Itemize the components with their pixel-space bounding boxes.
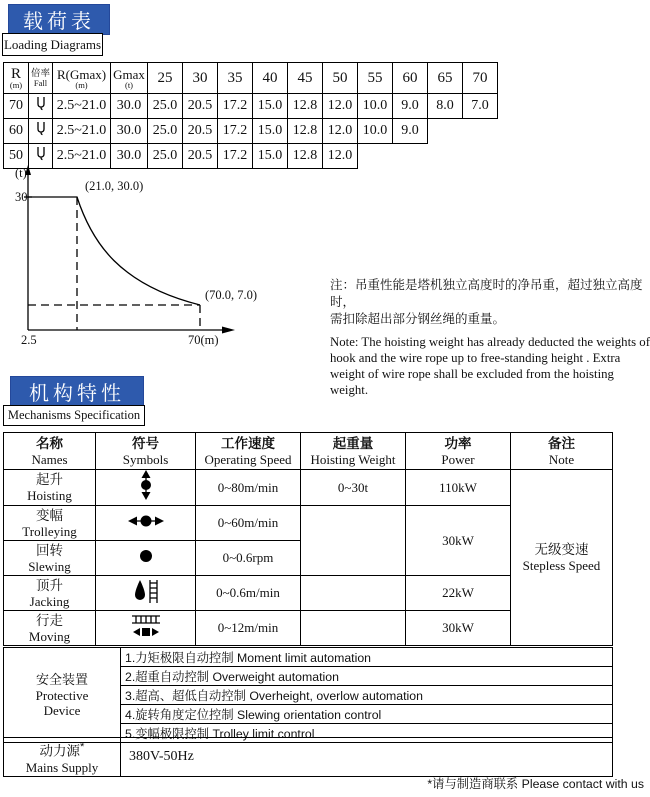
cell-gmax: 30.0 bbox=[111, 94, 148, 119]
x-start-label: 2.5 bbox=[21, 333, 37, 347]
y-axis-unit-label: (t) bbox=[15, 166, 27, 180]
power-moving: 30kW bbox=[406, 611, 511, 646]
slewing-symbol-icon bbox=[96, 541, 196, 576]
speed-slewing: 0~0.6rpm bbox=[196, 541, 301, 576]
weight-jacking bbox=[301, 576, 406, 611]
cell-load: 17.2 bbox=[218, 119, 253, 144]
cell-gmax: 30.0 bbox=[111, 144, 148, 169]
weight-trolleying-slewing bbox=[301, 506, 406, 576]
cell-rgmax: 2.5~21.0 bbox=[53, 144, 111, 169]
weight-hoisting: 0~30t bbox=[301, 470, 406, 506]
hdr-symbols: 符号 Symbols bbox=[96, 433, 196, 470]
cell-load: 12.8 bbox=[288, 144, 323, 169]
col-gmax: Gmax (t) bbox=[111, 63, 148, 94]
col-rgmax: R(Gmax) (m) bbox=[53, 63, 111, 94]
note-stepless-speed: 无级变速 Stepless Speed bbox=[511, 470, 613, 646]
cell-load: 12.8 bbox=[288, 94, 323, 119]
loading-title-en: Loading Diagrams bbox=[3, 36, 102, 52]
mechanisms-header bbox=[4, 433, 613, 470]
x-end-label: 70(m) bbox=[188, 333, 219, 347]
speed-moving: 0~12m/min bbox=[196, 611, 301, 646]
cell-load: 20.5 bbox=[183, 144, 218, 169]
cell-load: 10.0 bbox=[358, 94, 393, 119]
cell-load: 7.0 bbox=[463, 94, 498, 119]
mechanisms-title-en: Mechanisms Specification bbox=[7, 408, 141, 422]
cell-load: 9.0 bbox=[393, 119, 428, 144]
cell-load: 17.2 bbox=[218, 94, 253, 119]
loading-section-title bbox=[8, 4, 110, 35]
safety-item-2: 2.超重自动控制 Overweight automation bbox=[121, 667, 613, 686]
power-trolleying-slewing: 30kW bbox=[406, 506, 511, 576]
cell-load: 12.8 bbox=[288, 119, 323, 144]
speed-trolleying: 0~60m/min bbox=[196, 506, 301, 541]
col-radius-55: 55 bbox=[358, 63, 393, 94]
weight-moving bbox=[301, 611, 406, 646]
cell-load: 17.2 bbox=[218, 144, 253, 169]
loading-row-70 bbox=[4, 94, 498, 119]
mechanisms-table bbox=[3, 432, 613, 646]
hdr-note: 备注 Note bbox=[511, 433, 613, 470]
cell-load: 25.0 bbox=[148, 94, 183, 119]
load-curve bbox=[28, 197, 200, 305]
cell-load: 12.0 bbox=[323, 119, 358, 144]
hdr-power: 功率 Power bbox=[406, 433, 511, 470]
cell-gmax: 30.0 bbox=[111, 119, 148, 144]
safety-item-5: 5.变幅极限控制 Trolley limit control bbox=[121, 724, 613, 743]
jacking-symbol-icon bbox=[96, 576, 196, 611]
cell-load: 25.0 bbox=[148, 119, 183, 144]
loading-table bbox=[3, 62, 498, 169]
col-radius-40: 40 bbox=[253, 63, 288, 94]
col-r: R (m) bbox=[4, 63, 29, 94]
mechanisms-title-zh: 机构特性 bbox=[29, 383, 125, 405]
footnote: *请与制造商联系 Please contact with us bbox=[427, 777, 644, 791]
col-radius-25: 25 bbox=[148, 63, 183, 94]
hdr-names: 名称 Names bbox=[4, 433, 96, 470]
moving-symbol-icon bbox=[96, 611, 196, 646]
cell-r: 70 bbox=[4, 94, 29, 119]
mains-supply-table bbox=[3, 737, 613, 777]
point-2-label: (70.0, 7.0) bbox=[205, 288, 258, 302]
hoisting-symbol-icon bbox=[96, 470, 196, 506]
hdr-hoisting-weight: 起重量 Hoisting Weight bbox=[301, 433, 406, 470]
cell-load: 20.5 bbox=[183, 94, 218, 119]
cell-load: 8.0 bbox=[428, 94, 463, 119]
x-axis-arrow-icon bbox=[222, 327, 235, 334]
power-hoisting: 110kW bbox=[406, 470, 511, 506]
hdr-operating-speed: 工作速度 Operating Speed bbox=[196, 433, 301, 470]
mains-supply-value: 380V-50Hz bbox=[121, 738, 613, 777]
col-radius-45: 45 bbox=[288, 63, 323, 94]
asterisk: * bbox=[80, 741, 85, 754]
note-zh-line2: 需扣除超出部分钢丝绳的重量。 bbox=[330, 312, 506, 326]
cell-rgmax: 2.5~21.0 bbox=[53, 119, 111, 144]
cell-load: 15.0 bbox=[253, 94, 288, 119]
cell-load: 12.0 bbox=[323, 144, 358, 169]
cell-load: 12.0 bbox=[323, 94, 358, 119]
note-en: Note: The hoisting weight has already deducted the weights of hook and the wire rope up to free-standing height . Extra weight of wire rope shall be excluded from the hoisting weight. bbox=[330, 335, 650, 397]
safety-label: 安全装置 Protective Device bbox=[4, 648, 121, 743]
mechanisms-section-title bbox=[10, 376, 144, 407]
safety-item-4: 4.旋转角度定位控制 Slewing orientation control bbox=[121, 705, 613, 724]
safety-row-1 bbox=[4, 648, 613, 667]
mechanisms-section-subtitle bbox=[3, 405, 145, 426]
loading-title-zh: 载荷表 bbox=[23, 11, 95, 33]
loading-row-60 bbox=[4, 119, 498, 144]
col-radius-35: 35 bbox=[218, 63, 253, 94]
cell-load: 10.0 bbox=[358, 119, 393, 144]
col-radius-60: 60 bbox=[393, 63, 428, 94]
trolleying-symbol-icon bbox=[96, 506, 196, 541]
safety-item-3: 3.超高、超低自动控制 Overheight, overlow automation bbox=[121, 686, 613, 705]
notes-block bbox=[330, 277, 650, 398]
cell-load: 15.0 bbox=[253, 144, 288, 169]
cell-load: 15.0 bbox=[253, 119, 288, 144]
safety-item-1: 1.力矩极限自动控制 Moment limit automation bbox=[121, 648, 613, 667]
y-tick-label: 30 bbox=[15, 190, 28, 204]
col-radius-65: 65 bbox=[428, 63, 463, 94]
note-zh-line1: 注：吊重性能是塔机独立高度时的净吊重，超过独立高度时， bbox=[330, 278, 643, 309]
speed-hoisting: 0~80m/min bbox=[196, 470, 301, 506]
col-radius-70: 70 bbox=[463, 63, 498, 94]
name-jacking: 顶升 Jacking bbox=[4, 576, 96, 611]
loading-section-subtitle bbox=[2, 33, 103, 56]
name-moving: 行走 Moving bbox=[4, 611, 96, 646]
name-slewing: 回转 Slewing bbox=[4, 541, 96, 576]
cell-load: 25.0 bbox=[148, 144, 183, 169]
name-hoisting: 起升 Hoisting bbox=[4, 470, 96, 506]
row-hoisting bbox=[4, 470, 613, 506]
power-jacking: 22kW bbox=[406, 576, 511, 611]
cell-r: 50 bbox=[4, 144, 29, 169]
col-fall: 倍率 Fall bbox=[29, 63, 53, 94]
cell-load: 20.5 bbox=[183, 119, 218, 144]
cell-load: 9.0 bbox=[393, 94, 428, 119]
cell-r: 60 bbox=[4, 119, 29, 144]
name-trolleying: 变幅 Trolleying bbox=[4, 506, 96, 541]
speed-jacking: 0~0.6m/min bbox=[196, 576, 301, 611]
mains-supply-label: 动力源* Mains Supply bbox=[4, 738, 121, 777]
safety-table bbox=[3, 647, 613, 743]
col-radius-50: 50 bbox=[323, 63, 358, 94]
point-1-label: (21.0, 30.0) bbox=[85, 179, 144, 193]
col-radius-30: 30 bbox=[183, 63, 218, 94]
mains-supply-row bbox=[4, 738, 613, 777]
cell-rgmax: 2.5~21.0 bbox=[53, 94, 111, 119]
loading-table-header bbox=[4, 63, 498, 94]
two-fall-hook-icon bbox=[29, 119, 53, 144]
two-fall-hook-icon bbox=[29, 94, 53, 119]
load-curve-chart bbox=[15, 163, 305, 355]
